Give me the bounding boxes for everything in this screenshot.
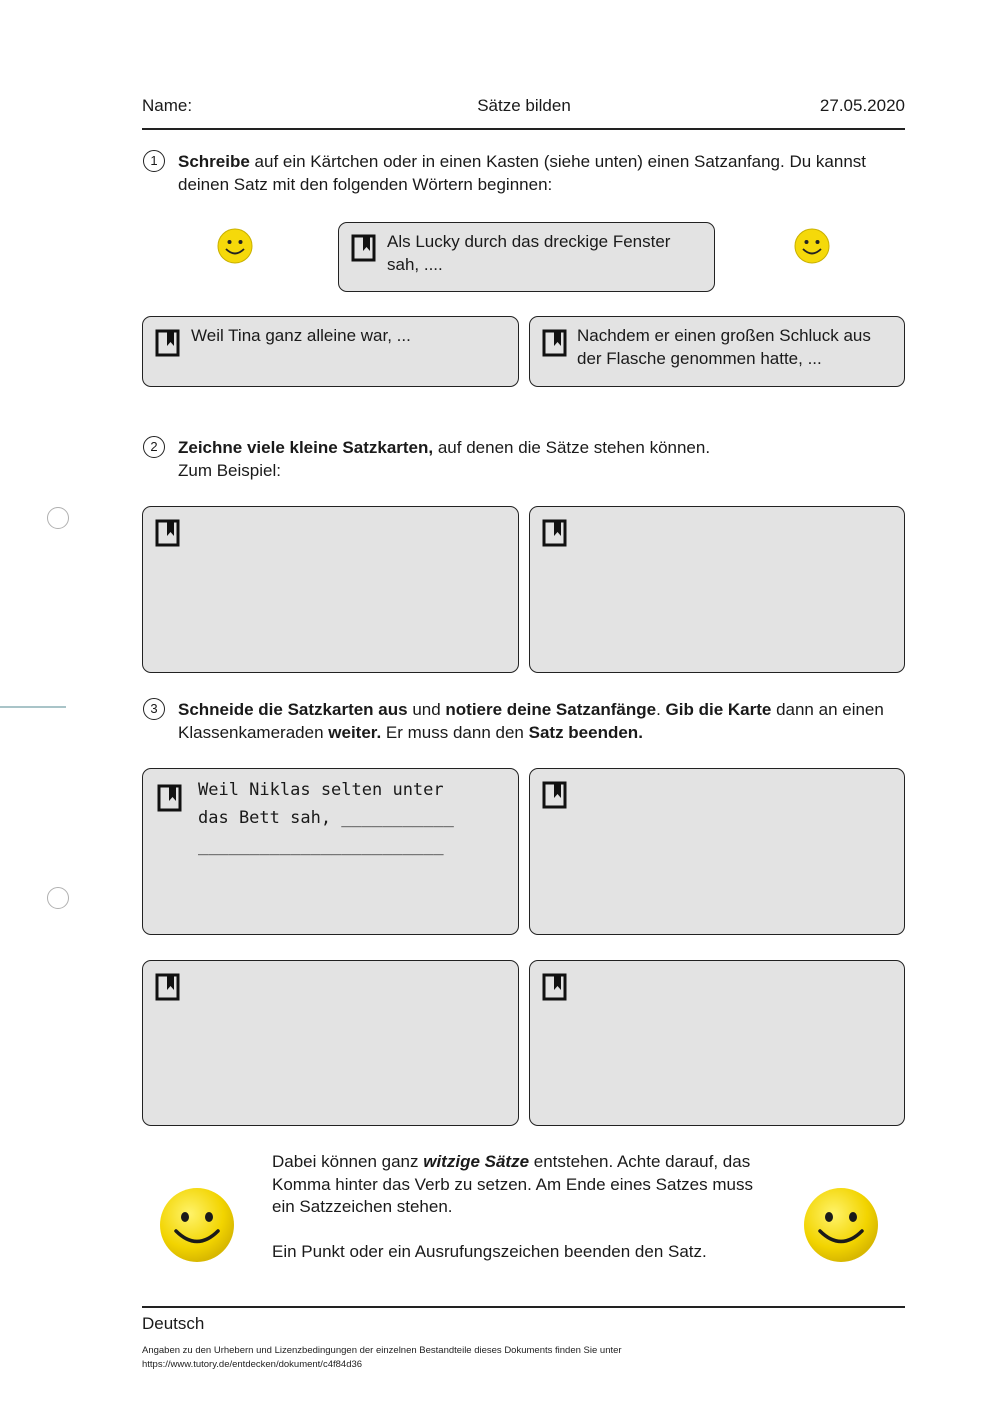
example-line-2: das Bett sah, ___________ — [198, 808, 454, 828]
example-card-3 — [529, 316, 905, 387]
bookmark-card-icon — [155, 519, 180, 547]
footer-rule — [142, 1306, 905, 1308]
smiley-icon — [217, 228, 253, 264]
bookmark-card-icon — [155, 973, 180, 1001]
closing-text-part: Dabei können ganz — [272, 1152, 424, 1171]
card-text: Weil Tina ganz alleine war, ... — [191, 326, 411, 345]
bookmark-card-icon — [155, 329, 180, 357]
example-card-1 — [338, 222, 715, 292]
bookmark-card-icon — [157, 784, 182, 812]
task-1-text: auf ein Kärtchen oder in einen Kasten (siehe unten) einen Satzanfang. Du kannst deinen Satz mit den folgenden Wörtern beginnen: — [178, 152, 867, 194]
punch-hole-mark — [47, 507, 69, 529]
task-3-part: und — [407, 700, 446, 719]
task-2-instruction — [178, 436, 898, 482]
bookmark-card-icon — [542, 329, 567, 357]
task-3-instruction — [178, 698, 898, 744]
task-3-part: Gib die Karte — [665, 700, 772, 719]
closing-paragraph-2: Ein Punkt oder ein Ausrufungszeichen beenden den Satz. — [272, 1241, 707, 1261]
subject-label: Deutsch — [142, 1314, 205, 1333]
bookmark-card-icon — [542, 973, 567, 1001]
bookmark-card-icon — [542, 519, 567, 547]
example-card-2 — [142, 316, 519, 387]
task-1-instruction — [178, 150, 898, 196]
header-rule — [142, 128, 905, 130]
card-text: Als Lucky durch das dreckige Fenster sah, .... — [387, 232, 671, 274]
bookmark-card-icon — [542, 781, 567, 809]
blank-card — [529, 960, 905, 1126]
task-3-part: . — [656, 700, 666, 719]
license-text: Angaben zu den Urhebern und Lizenzbedingungen der einzelnen Bestandteile dieses Dokuments finden Sie unter — [142, 1345, 622, 1356]
blank-card — [142, 506, 519, 673]
task-3-part: Schneide die Satzkarten aus — [178, 700, 408, 719]
example-line-1: Weil Niklas selten unter — [198, 780, 444, 800]
task-3-part: Er muss dann den — [381, 723, 529, 742]
task-number-3: 3 — [143, 698, 165, 720]
fold-mark — [0, 706, 66, 708]
blank-card — [142, 960, 519, 1126]
task-2-bold: Zeichne viele kleine Satzkarten, — [178, 438, 434, 457]
task-3-part: dann an einen Klassenkameraden — [178, 700, 884, 742]
bookmark-card-icon — [351, 234, 376, 262]
task-1-bold: Schreibe — [178, 152, 250, 171]
closing-emphasis: witzige Sätze — [423, 1152, 530, 1171]
task-2-text: auf denen die Sätze stehen können. — [433, 438, 711, 457]
license-link[interactable]: https://www.tutory.de/entdecken/dokument/c4f84d36 — [142, 1359, 363, 1370]
closing-paragraph-1 — [272, 1151, 778, 1219]
punch-hole-mark — [47, 887, 69, 909]
closing-text — [272, 1151, 778, 1263]
date: 27.05.2020 — [819, 96, 905, 115]
task-3-part: Satz beenden. — [528, 723, 643, 742]
task-number-2: 2 — [143, 436, 165, 458]
large-smiley-icon — [802, 1186, 880, 1264]
blank-card — [529, 506, 905, 673]
name-label: Name: — [142, 96, 193, 115]
page-title: Sätze bilden — [477, 96, 571, 115]
task-3-part: weiter. — [328, 723, 382, 742]
example-line-3: ________________________ — [198, 836, 444, 856]
card-text: Nachdem er einen großen Schluck aus der Flasche genommen hatte, ... — [577, 326, 871, 368]
blank-card — [529, 768, 905, 935]
smiley-icon — [794, 228, 830, 264]
task-3-part: notiere deine Satzanfänge — [445, 700, 657, 719]
task-2-line2: Zum Beispiel: — [178, 461, 281, 480]
large-smiley-icon — [158, 1186, 236, 1264]
example-sentence — [198, 776, 508, 860]
example-sentence-card — [142, 768, 519, 935]
task-number-1: 1 — [143, 150, 165, 172]
closing-text-part: entstehen. Achte darauf, das Komma hinter das Verb zu setzen. Am Ende eines Satzes muss ein Satzzeichen stehen. — [272, 1152, 753, 1216]
